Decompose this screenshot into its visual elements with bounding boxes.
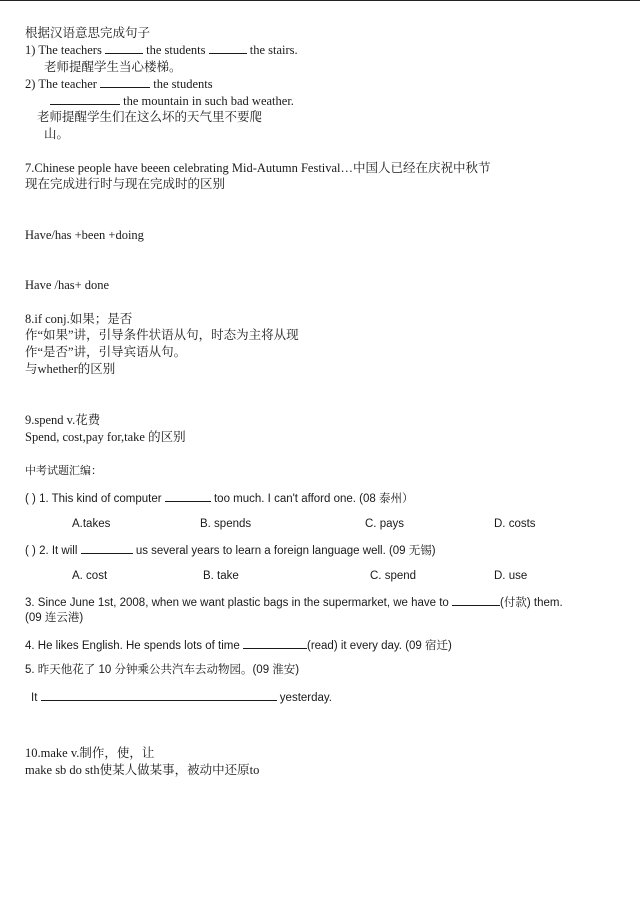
section-8-line-1: 作“如果”讲，引导条件状语从句，时态为主将从现 (25, 328, 299, 342)
question-text: The teachers (38, 43, 102, 57)
exam-q1-option-c[interactable]: C. pays (365, 518, 404, 530)
section-7-subtitle: 现在完成进行时与现在完成时的区别 (25, 177, 226, 191)
answer-blank[interactable] (452, 595, 500, 606)
question-text: the stairs. (249, 43, 298, 57)
exam-question-2 (25, 543, 436, 559)
section-title-translate: 根据汉语意思完成句子 (25, 26, 151, 40)
translate-question-1 (25, 43, 298, 58)
question-text: 3. Since June 1st, 2008, when we want plastic bags in the supermarket, we have to (25, 597, 449, 609)
section-9-subtitle: Spend, cost,pay for,take 的区别 (25, 430, 186, 444)
question-text: (付款) them. (500, 597, 563, 609)
exam-q1-option-a[interactable]: A.takes (72, 518, 111, 530)
exam-question-5 (31, 690, 332, 706)
question-text: the students (146, 43, 206, 57)
question-text: too much. I can't afford one. (08 泰州） (213, 493, 414, 505)
section-7-formula-2: Have /has+ done (25, 278, 110, 292)
answer-blank[interactable] (243, 638, 307, 649)
translate-question-2-chinese-continued: 山。 (44, 127, 70, 141)
exam-question-1 (25, 491, 413, 507)
answer-blank[interactable] (100, 77, 150, 88)
question-text: the mountain in such bad weather. (123, 94, 294, 108)
exam-question-3 (25, 595, 563, 611)
exam-q1-option-b[interactable]: B. spends (200, 518, 252, 530)
question-text: It (31, 692, 38, 704)
question-number: 1) (25, 43, 36, 57)
answer-blank[interactable] (209, 43, 247, 54)
translate-question-2-continued (50, 94, 294, 109)
exam-heading: 中考试题汇编： (25, 465, 102, 477)
question-text: 2. It will (39, 545, 78, 557)
answer-parenthesis[interactable]: ( ) (25, 545, 36, 557)
section-7-title: 7.Chinese people have beeen celebrating Mid-Autumn Festival…中国人已经在庆祝中秋节 (25, 161, 491, 175)
question-text: (read) it every day. (09 宿迁) (306, 640, 452, 652)
section-10-title: 10.make v.制作，使，让 (25, 746, 155, 760)
exam-q2-option-a[interactable]: A. cost (72, 570, 108, 582)
exam-question-3-source: (09 连云港) (25, 612, 84, 624)
question-text: 4. He likes English. He spends lots of time (25, 640, 240, 652)
section-7-formula-1: Have/has +been +doing (25, 228, 144, 242)
section-10-line-1: make sb do sth使某人做某事，被动中还原to (25, 763, 260, 777)
answer-blank[interactable] (50, 94, 120, 105)
section-8-line-2: 作“是否”讲，引导宾语从句。 (25, 345, 187, 359)
answer-blank[interactable] (165, 491, 211, 502)
question-text: 1. This kind of computer (39, 493, 162, 505)
question-text: us several years to learn a foreign language well. (09 无锡) (135, 545, 436, 557)
answer-blank[interactable] (81, 543, 133, 554)
question-text: yesterday. (279, 692, 332, 704)
translate-question-2-chinese: 老师提醒学生们在这么坏的天气里不要爬 (37, 110, 263, 124)
translate-question-1-chinese: 老师提醒学生当心楼梯。 (44, 60, 182, 74)
exam-q2-option-b[interactable]: B. take (203, 570, 239, 582)
exam-q1-option-d[interactable]: D. costs (494, 518, 536, 530)
question-text: the students (153, 77, 213, 91)
exam-q2-option-d[interactable]: D. use (494, 570, 528, 582)
translate-question-2 (25, 77, 213, 92)
answer-parenthesis[interactable]: ( ) (25, 493, 36, 505)
question-text: The teacher (38, 77, 97, 91)
section-8-title: 8.if conj.如果；是否 (25, 312, 133, 326)
section-9-title: 9.spend v.花费 (25, 413, 101, 427)
exam-question-4 (25, 638, 452, 654)
answer-blank[interactable] (105, 43, 143, 54)
section-8-line-3: 与whether的区别 (25, 362, 116, 376)
exam-question-5-prompt: 5. 昨天他花了 10 分钟乘公共汽车去动物园。(09 淮安) (25, 664, 300, 676)
question-number: 2) (25, 77, 36, 91)
answer-blank[interactable] (41, 690, 277, 701)
exam-q2-option-c[interactable]: C. spend (370, 570, 417, 582)
